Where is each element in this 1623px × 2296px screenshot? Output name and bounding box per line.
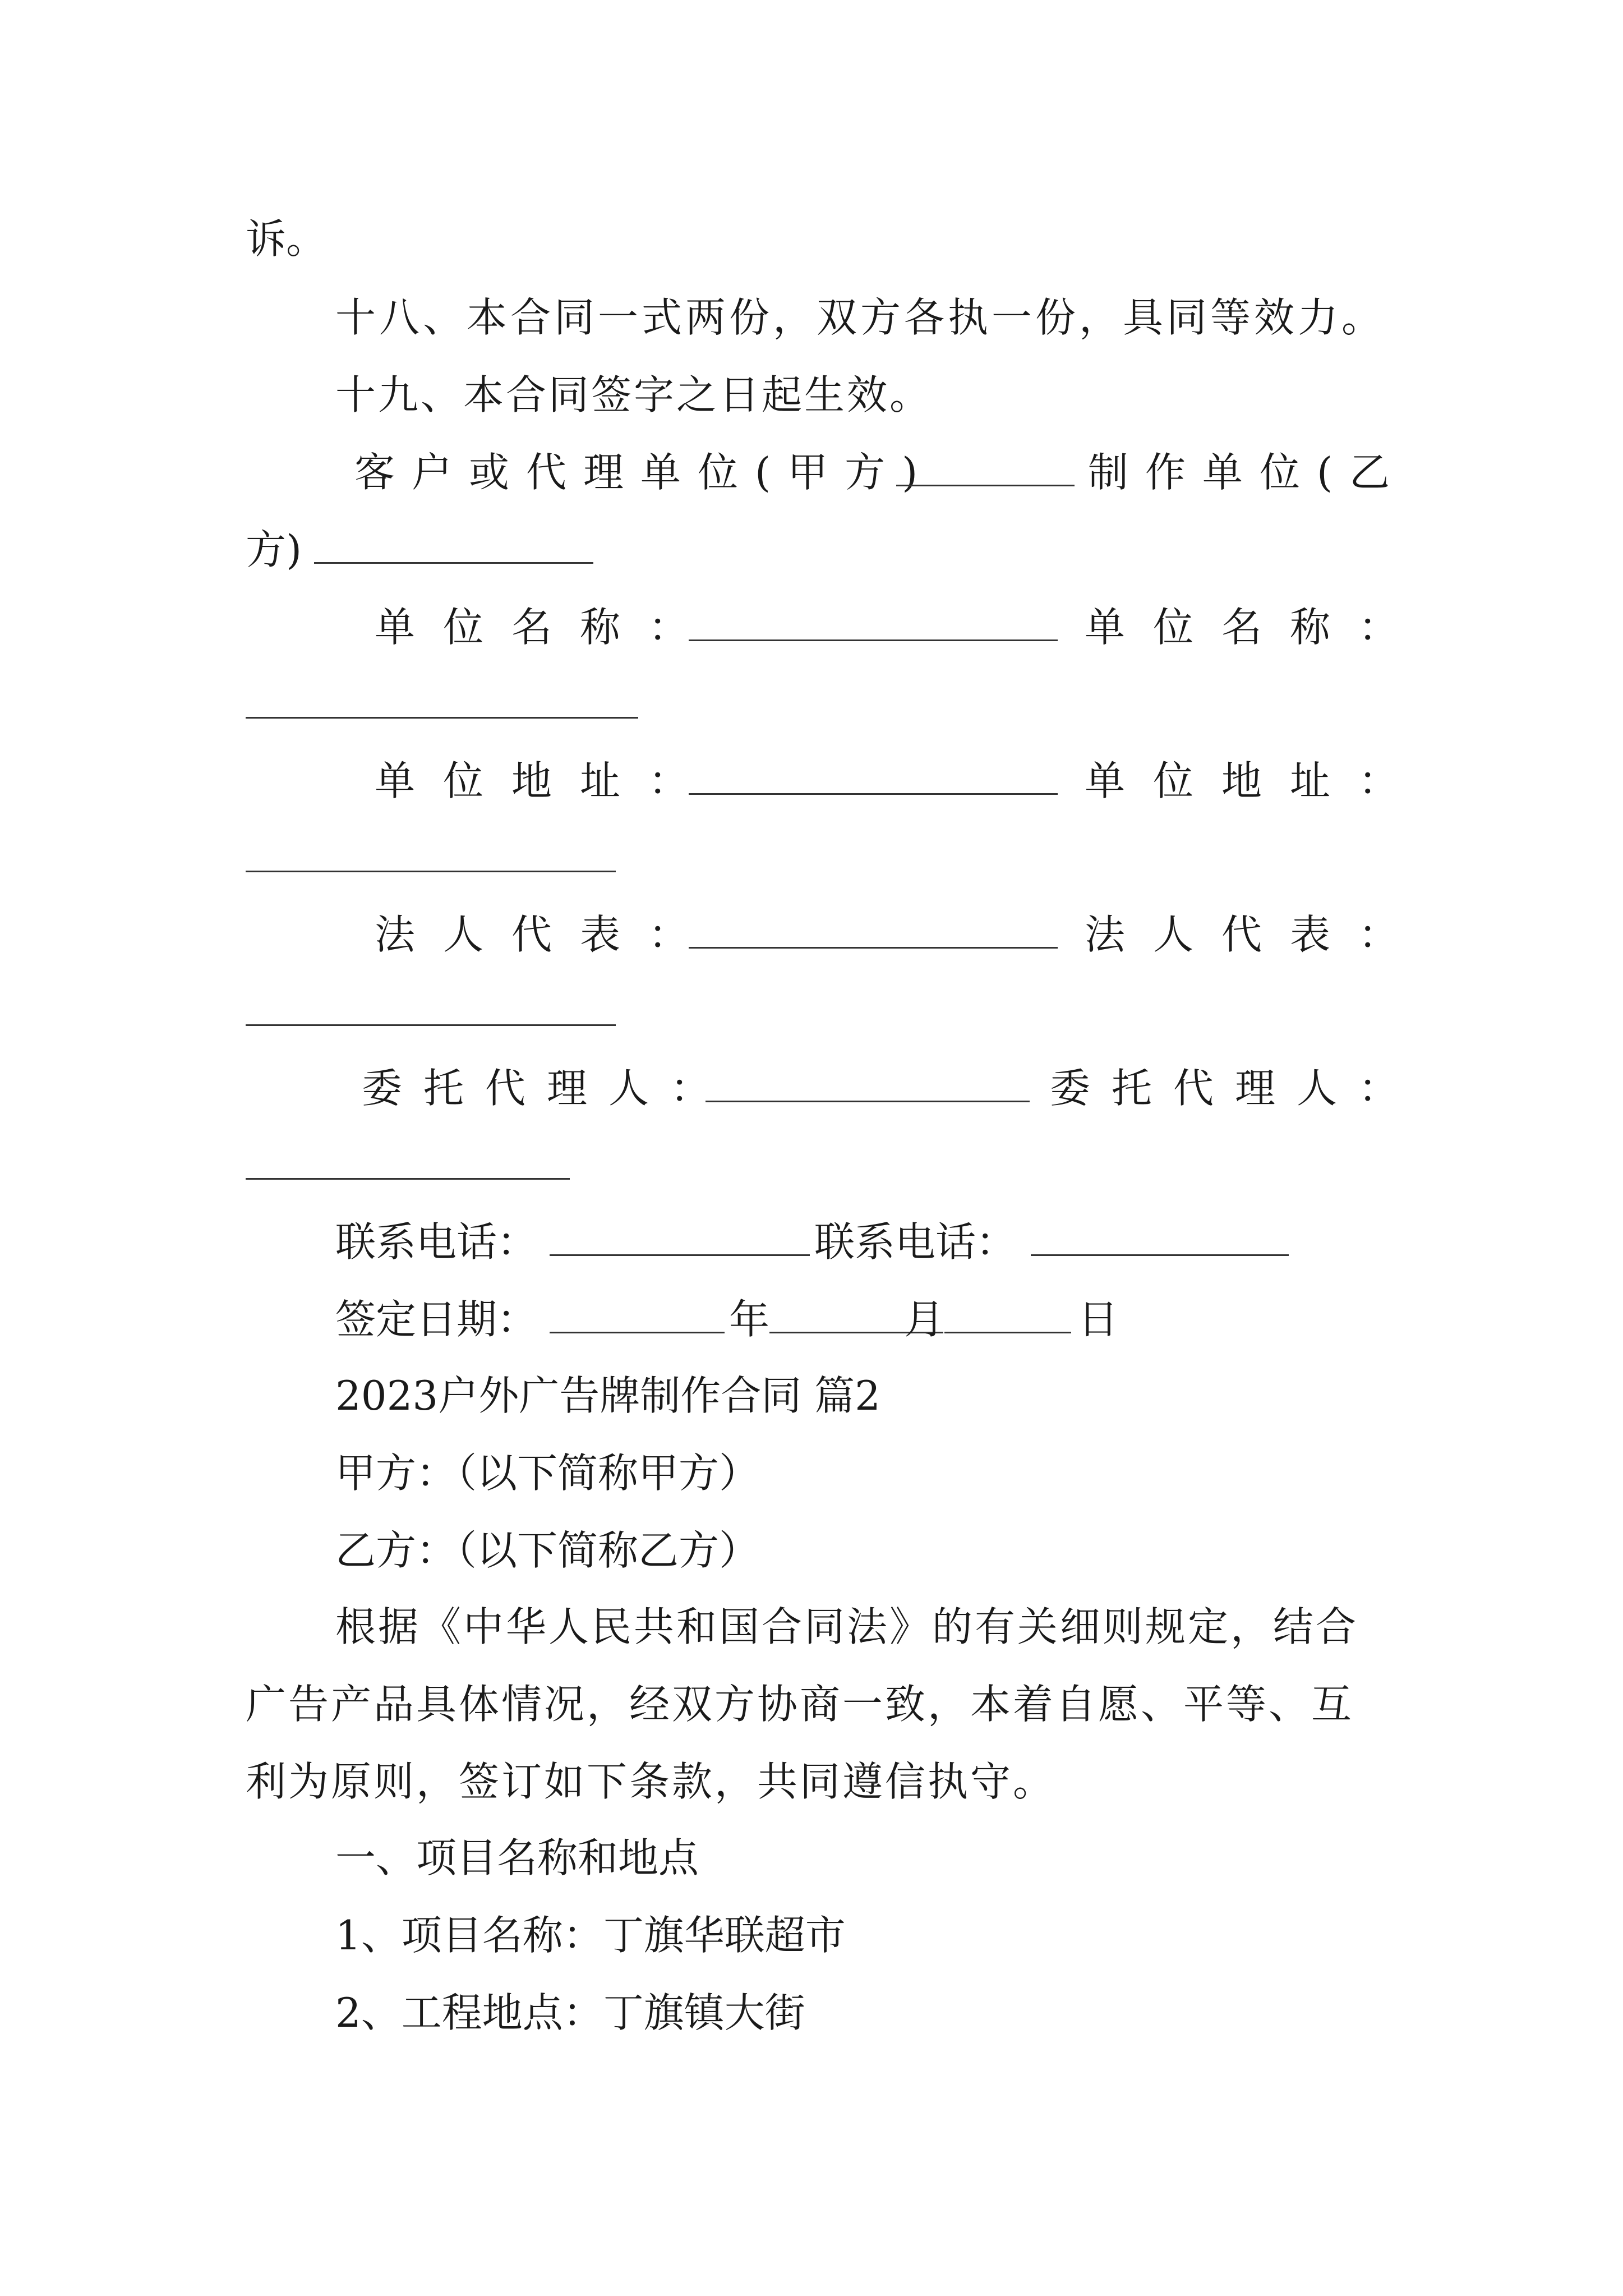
party-b-legal-rep-label: 法人代表：: [1085, 911, 1427, 958]
party-a-unit-blank[interactable]: [896, 452, 1075, 493]
party-b-name-blank[interactable]: [246, 684, 638, 725]
party-b-phone-label: 联系电话：: [814, 1218, 1017, 1266]
paragraph-line-1: 根据《中华人民共和国合同法》的有关细则规定，结合: [335, 1603, 1359, 1650]
item-project-location: 2、工程地点：丁旗镇大街: [335, 1989, 805, 2036]
sign-date-month-label: 月: [904, 1296, 945, 1343]
sign-date-label: 签定日期：: [335, 1296, 538, 1343]
text-line: 诉。: [246, 215, 327, 263]
party-b-unit-blank[interactable]: [314, 530, 593, 570]
sign-date-year-label: 年: [729, 1296, 770, 1343]
clause-18: 十八、本合同一式两份，双方各执一份，具同等效力。: [335, 294, 1386, 341]
sign-date-day-label: 日: [1078, 1296, 1119, 1343]
party-a-name-label: 单位名称：: [375, 604, 717, 651]
party-a-address-blank[interactable]: [689, 761, 1058, 801]
party-a-phone-blank[interactable]: [550, 1222, 810, 1262]
party-b-name-label: 单位名称：: [1085, 604, 1427, 651]
sign-date-year-blank[interactable]: [550, 1299, 725, 1340]
party-a-line: 甲方：（以下简称甲方）: [335, 1450, 760, 1497]
paragraph-line-3: 利为原则，签订如下条款，共同遵信执守。: [246, 1758, 1056, 1805]
party-a-agent-label: 委托代理人：: [362, 1065, 732, 1112]
paragraph-line-2: 广告产品具体情况，经双方协商一致，本着自愿、平等、互: [246, 1681, 1354, 1728]
party-b-unit-label: 制作单位(乙: [1088, 449, 1407, 496]
party-a-agent-blank[interactable]: [706, 1068, 1030, 1108]
party-a-unit-label: 客户或代理单位(甲方): [354, 449, 935, 496]
item-project-name: 1、项目名称：丁旗华联超市: [335, 1912, 846, 1959]
party-b-address-label: 单位地址：: [1085, 757, 1427, 804]
party-a-legal-rep-blank[interactable]: [689, 914, 1058, 955]
contract-title: 2023户外广告牌制作合同 篇2: [335, 1372, 880, 1419]
party-b-agent-label: 委托代理人：: [1050, 1065, 1421, 1112]
party-b-address-blank[interactable]: [246, 838, 616, 878]
clause-19: 十九、本合同签字之日起生效。: [335, 371, 933, 418]
party-a-address-label: 单位地址：: [375, 757, 717, 804]
party-a-phone-label: 联系电话：: [335, 1218, 538, 1266]
party-b-phone-blank[interactable]: [1031, 1222, 1289, 1262]
party-b-unit-label-cont: 方): [246, 526, 302, 573]
party-a-legal-rep-label: 法人代表：: [375, 911, 717, 958]
party-b-legal-rep-blank[interactable]: [246, 992, 616, 1032]
section-heading: 一、项目名称和地点: [335, 1834, 699, 1881]
sign-date-day-blank[interactable]: [944, 1299, 1071, 1340]
party-b-line: 乙方：（以下简称乙方）: [335, 1527, 760, 1574]
party-a-name-blank[interactable]: [689, 607, 1058, 647]
party-b-agent-blank[interactable]: [246, 1145, 570, 1186]
